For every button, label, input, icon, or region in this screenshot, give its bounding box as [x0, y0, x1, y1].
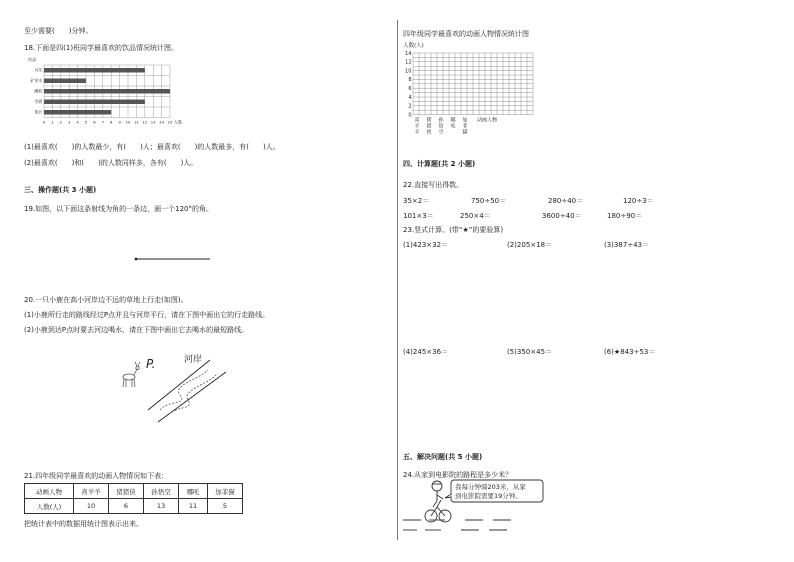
road-lines — [403, 520, 511, 530]
table-value-cell: 10 — [74, 499, 109, 514]
q23-item: (3)387÷43＝ — [604, 241, 650, 249]
q22-item: 250×4＝ — [460, 212, 491, 220]
y-axis-label: 饮品 — [28, 57, 37, 62]
q18-line2: (2)最喜欢( )和( )的人数同样多，各有( )人。 — [24, 159, 198, 167]
section3-heading: 三、操作题(共 3 小题) — [24, 186, 97, 194]
x-tick-label: 5 — [84, 119, 88, 125]
x-tick-label: 0 — [42, 119, 46, 125]
bar — [44, 79, 86, 84]
x-tick-label: 10 — [125, 119, 131, 125]
x-category-label: 猫 — [462, 129, 468, 136]
x-category-label: 哪 — [450, 117, 456, 124]
table-header-label: 动画人物 — [25, 484, 74, 499]
x-category-label: 羊 — [414, 123, 420, 130]
q20-part2: (2)小鹿到达P点时要去河边喝水，请在下图中画出它去喝水的最短路线。 — [24, 326, 249, 334]
q23-text: 23.竖式计算。(带“★”的要验算) — [403, 226, 504, 234]
y-axis-label: 人数(人) — [403, 43, 424, 49]
q23-item: (1)423×32＝ — [403, 241, 449, 249]
table-value-cell: 5 — [208, 499, 243, 514]
x-category-label: 羊 — [414, 129, 420, 136]
q21-tail: 把统计表中的数据用统计图表示出来。 — [24, 520, 143, 528]
table-name-cell: 哪吒 — [179, 484, 208, 499]
river-figure — [118, 350, 248, 440]
q22-item: 101×3＝ — [403, 212, 434, 220]
q23-item: (5)350×45＝ — [507, 348, 553, 356]
x-tick-label: 9 — [118, 119, 121, 125]
q17-tail: 至少需要( )分钟。 — [24, 27, 93, 35]
x-tick-label: 6 — [93, 119, 96, 125]
bar-category-label: 矿泉水 — [30, 78, 43, 83]
cyclist-icon — [425, 481, 451, 522]
bar — [44, 68, 145, 73]
q23-item: (6)★843÷53＝ — [604, 348, 656, 356]
x-tick-label: 2 — [59, 119, 63, 125]
q23-item: (2)205×18＝ — [507, 241, 553, 249]
q22-item: 180÷90＝ — [607, 212, 643, 220]
x-tick-label: 8 — [109, 119, 113, 125]
table-name-cell: 喜羊羊 — [74, 484, 109, 499]
y-tick-label: 2 — [408, 103, 412, 110]
bar — [44, 110, 111, 115]
x-category-label: 吒 — [450, 123, 456, 130]
x-category-label: 空 — [438, 129, 444, 136]
river-bank-lower — [158, 372, 226, 422]
river-wave-2 — [166, 375, 216, 416]
q22-item: 280÷40＝ — [548, 197, 584, 205]
x-tick-label: 4 — [76, 119, 79, 125]
ray-figure — [134, 256, 214, 262]
table-row-values — [25, 499, 243, 514]
bar — [44, 89, 170, 94]
x-category-label: 侠 — [426, 129, 432, 136]
y-tick-label: 10 — [405, 68, 412, 75]
drinks-bar-chart — [28, 56, 228, 136]
x-axis-label: 动画人物 — [477, 117, 498, 124]
q22-item: 3600÷40＝ — [542, 212, 582, 220]
y-tick-label: 6 — [408, 86, 412, 92]
x-category-label: 加 — [462, 117, 468, 124]
table-value-cell: 11 — [179, 499, 208, 514]
bar-category-label: 果汁 — [34, 109, 43, 115]
x-category-label: 悟 — [438, 123, 444, 130]
table-value-cell: 13 — [144, 499, 179, 514]
cyclist-figure — [403, 478, 553, 538]
x-tick-label: 13 — [150, 119, 156, 125]
bubble-line2: 到电影院需要19分钟。 — [455, 492, 522, 500]
table-name-cell: 加菲猫 — [208, 484, 243, 499]
y-tick-label: 12 — [405, 59, 412, 66]
table-row-header — [25, 484, 243, 499]
deer-icon — [123, 362, 140, 387]
y-tick-label: 0 — [408, 112, 412, 119]
q21-text: 21.四年级同学最喜欢的动画人物情况如下表： — [24, 472, 169, 480]
cartoon-data-table — [24, 483, 243, 514]
q23-item: (4)245×36＝ — [403, 348, 449, 356]
q20-part1: (1)小鹿所行走的路线经过P点并且与河岸平行，请在下图中画出它的行走路线。 — [24, 311, 270, 319]
q24-text: 24.从家到电影院的路程是多少米？ — [403, 471, 513, 479]
river-label: 河岸 — [184, 355, 203, 365]
x-tick-label: 14 — [159, 119, 165, 125]
y-tick-label: 8 — [408, 77, 412, 84]
cartoon-chart-grid — [403, 40, 553, 140]
q22-item: 35×2＝ — [403, 197, 430, 205]
x-category-label: 猪 — [426, 123, 432, 130]
x-category-label: 猪 — [426, 117, 432, 124]
x-tick-label: 3 — [67, 119, 71, 125]
x-category-label: 喜 — [414, 117, 420, 124]
table-name-cell: 猪猪侠 — [109, 484, 144, 499]
x-category-label: 孙 — [438, 117, 444, 124]
y-tick-label: 14 — [405, 50, 412, 57]
bar-category-label: 雪碧 — [34, 99, 43, 104]
speech-bubble-tail — [445, 494, 451, 498]
x-axis-label: 人数 — [174, 119, 182, 125]
q18-text: 18.下面是四(1)班同学最喜欢的饮品情况统计图。 — [24, 44, 179, 52]
bar — [44, 100, 145, 105]
q22-item: 750÷50＝ — [471, 197, 507, 205]
q20-text: 20.一只小鹿在高小河岸边不远的草地上行走(如图)。 — [24, 296, 188, 304]
x-tick-label: 11 — [133, 119, 139, 125]
section5-heading: 五、解决问题(共 5 小题) — [403, 453, 483, 461]
point-p-label: P. — [146, 357, 156, 371]
bar-category-label: 可乐 — [34, 67, 43, 73]
x-category-label: 菲 — [462, 123, 468, 130]
table-value-label: 人数(人) — [25, 499, 74, 514]
x-tick-label: 15 — [167, 119, 173, 125]
section4-heading: 四、计算题(共 2 小题) — [403, 160, 476, 168]
page-divider — [397, 20, 398, 540]
table-name-cell: 孙悟空 — [144, 484, 179, 499]
bubble-line1: 我每分钟骑203米，从家 — [455, 483, 526, 491]
x-tick-label: 1 — [51, 119, 54, 125]
y-tick-label: 4 — [408, 94, 412, 101]
x-tick-label: 12 — [142, 119, 148, 125]
table-value-cell: 6 — [109, 499, 144, 514]
q18-line1: (1)最喜欢( )的人数最少，有( )人；最喜欢( )的人数最多，有( )人。 — [24, 143, 280, 151]
q19-text: 19.如图，以下面这条射线为角的一条边，画一个120°的角。 — [24, 205, 213, 213]
q22-text: 22.直接写出得数。 — [403, 181, 464, 189]
x-tick-label: 7 — [101, 119, 105, 125]
q22-item: 120÷3＝ — [623, 197, 654, 205]
cartoon-chart-title: 四年级同学最喜欢的动画人物情况统计图 — [403, 30, 529, 38]
bar-category-label: 酸奶 — [34, 88, 43, 94]
